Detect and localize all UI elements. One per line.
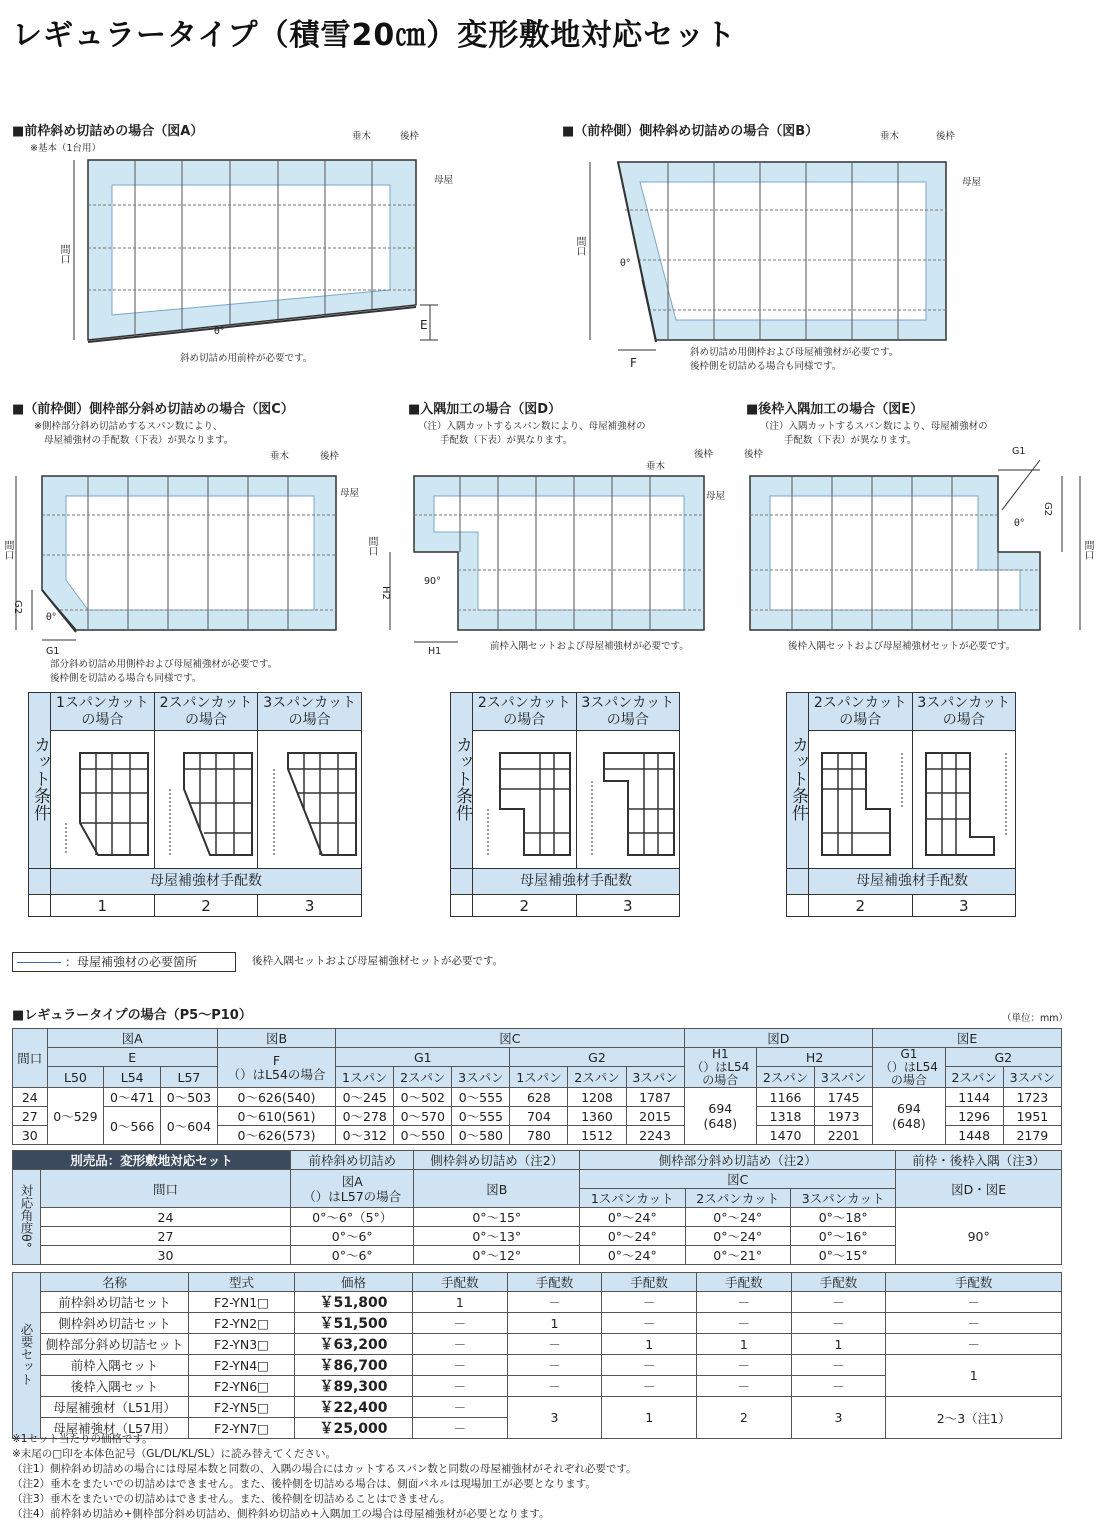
dim-h-maguchi: 間口 [13, 1029, 48, 1088]
angle-r2-a: 0°～6° [291, 1227, 414, 1246]
dim-r3-g1b: 0～550 [394, 1126, 452, 1145]
set-h-name: 名称 [41, 1273, 189, 1292]
dim-h-h1: H1 （）はL54 の場合 [684, 1048, 756, 1088]
set-r5-q1: － [413, 1376, 508, 1397]
dim-h-eg2: G2 [945, 1048, 1061, 1067]
dim-r3-g1c: 0～580 [452, 1126, 510, 1145]
fig-b-taruki: 垂木 [880, 131, 900, 142]
angle-r1-c3: 0°～18° [790, 1208, 895, 1227]
set-r2-q3: － [602, 1313, 697, 1334]
fig-b-moya: 母屋 [962, 177, 982, 188]
legend-label: ：母屋補強材の必要箇所 [65, 955, 198, 969]
page-title: レギュラータイプ（積雪20㎝）変形敷地対応セット [12, 18, 737, 53]
angle-r2-m: 27 [41, 1227, 291, 1246]
set-r4-model: F2-YN4□ [189, 1355, 295, 1376]
dim-h-figd: 図D [684, 1029, 873, 1048]
fig-e-atowaku: 後枠 [744, 449, 764, 460]
dim-r3-eg2b: 2179 [1003, 1126, 1061, 1145]
cut-side-c-label: カット条件 [30, 735, 50, 821]
dim-col-g1-3: 3スパン [452, 1067, 510, 1088]
angle-h3: 側枠部分斜め切詰め（注2） [580, 1151, 896, 1170]
set-r5-q2: － [507, 1376, 602, 1397]
dim-h-figc: 図C [336, 1029, 684, 1048]
set-h-q5: 手配数 [791, 1273, 886, 1292]
fig-a-diagram [60, 150, 460, 370]
fig-d-moya: 母屋 [706, 491, 726, 502]
fig-c-taruki: 垂木 [270, 451, 290, 462]
fig-d-sub2: 手配数（下表）が異なります。 [440, 435, 573, 446]
fig-b-f: F [630, 356, 637, 370]
set-r2-name: 側枠斜め切詰セット [41, 1313, 189, 1334]
dim-r1-l57: 0～503 [161, 1088, 218, 1107]
cut-c-count-blank [29, 895, 51, 917]
set-r7-name: 母屋補強材（L57用） [41, 1418, 189, 1439]
dim-r2-h2a: 1318 [757, 1107, 815, 1126]
dim-col-g2-1: 1スパン [510, 1067, 568, 1088]
legend-box [12, 952, 236, 972]
fig-e-sub2: 手配数（下表）が異なります。 [784, 435, 917, 446]
dim-r3-g2b: 1512 [568, 1126, 626, 1145]
fig-c-moya: 母屋 [340, 488, 360, 499]
cut-e-count-2: 3 [912, 895, 1016, 917]
set-r3-model: F2-YN3□ [189, 1334, 295, 1355]
set-r1-q3: － [602, 1292, 697, 1313]
dim-r2-g2c: 2015 [626, 1107, 684, 1126]
set-reinf-q6: 2～3（注1） [886, 1397, 1062, 1439]
dim-h-e: E [47, 1048, 217, 1067]
fig-d-heading: ■入隅加工の場合（図D） [408, 402, 562, 417]
fig-a-sub: ※基本（1台用） [30, 143, 102, 154]
set-r1-name: 前枠斜め切詰セット [41, 1292, 189, 1313]
set-r5-q3: － [602, 1376, 697, 1397]
dim-h-g2: G2 [510, 1048, 684, 1067]
angle-side [13, 1170, 41, 1265]
set-r4-q4: － [697, 1355, 792, 1376]
set-reinf-q4: 2 [697, 1397, 792, 1439]
angle-h4: 前枠・後枠入隅（注3） [896, 1151, 1062, 1170]
fig-d-h1: H1 [428, 646, 442, 657]
set-r4-q2: － [507, 1355, 602, 1376]
cut-c-grid-3 [260, 733, 360, 863]
set-r6-price: ￥22,400 [295, 1397, 413, 1418]
dim-r2-m: 27 [13, 1107, 48, 1126]
footnote-1: ※1セット当たりの価格です。 [12, 1433, 153, 1445]
cut-table-c [28, 692, 362, 917]
cut-d-count-1: 2 [473, 895, 577, 917]
set-r4-q1: － [413, 1355, 508, 1376]
cut-c-head-1: 1スパンカット の場合 [51, 693, 155, 731]
dim-h1: 694 (648) [684, 1088, 756, 1145]
set-h-model: 型式 [189, 1273, 295, 1292]
dim-r3-h2b: 2201 [815, 1126, 873, 1145]
set-r1-model: F2-YN1□ [189, 1292, 295, 1313]
fig-c-diagram [10, 470, 350, 660]
cut-d-grid-1 [474, 733, 574, 863]
dim-h-f: F （）はL54の場合 [217, 1048, 335, 1088]
cut-c-grid-1 [52, 733, 152, 863]
cut-side-d-label: カット条件 [452, 735, 472, 821]
cut-d-foot-blank [451, 869, 473, 895]
cut-c-head-2: 2スパンカット の場合 [154, 693, 258, 731]
dim-r1-m: 24 [13, 1088, 48, 1107]
dim-table-unit: （単位：mm） [1002, 1013, 1069, 1024]
set-r1-price: ￥51,800 [295, 1292, 413, 1313]
dim-r1-f: 0～626(540) [217, 1088, 335, 1107]
angle-h2: 側枠斜め切詰め（注2） [414, 1151, 580, 1170]
cut-d-foot: 母屋補強材手配数 [473, 869, 680, 895]
angle-table [12, 1150, 1062, 1265]
fig-a-heading: ■前枠斜め切詰めの場合（図A） [12, 124, 204, 139]
fig-d-diagram [370, 470, 720, 660]
fig-d-taruki: 垂木 [646, 461, 666, 472]
fig-a-maguchi: 間口 [58, 244, 69, 264]
cut-side-c [29, 693, 51, 869]
angle-r1-c2: 0°～24° [685, 1208, 790, 1227]
fig-b-maguchi: 間口 [574, 236, 585, 256]
set-r2-q1: － [413, 1313, 508, 1334]
set-r1-q2: － [507, 1292, 602, 1313]
cut-e-grid-1 [810, 733, 910, 863]
cut-d-head-2: 3スパンカット の場合 [576, 693, 680, 731]
footnote-4: （注2）垂木をまたいでの切詰めはできません。また、後枠側を切詰める場合は、側面パネルは現場加工が必要となります。 [12, 1478, 596, 1490]
fig-e-theta: θ° [1014, 518, 1025, 529]
cut-table-d [450, 692, 680, 917]
cut-c-head-3: 3スパンカット の場合 [258, 693, 362, 731]
fig-e-maguchi: 間口 [1082, 540, 1093, 560]
fig-b-note2: 後枠側を切詰める場合も同様です。 [690, 361, 842, 372]
set-side [13, 1273, 41, 1439]
fig-c-note1: 部分斜め切詰め用側枠および母屋補強材が必要です。 [50, 659, 278, 670]
fig-d-atowaku: 後枠 [694, 449, 714, 460]
cut-e-cell-2 [912, 731, 1016, 869]
legend-line [17, 962, 61, 963]
dim-r2-h2b: 1973 [815, 1107, 873, 1126]
cut-table-e [786, 692, 1016, 917]
cut-side-e-label: カット条件 [788, 735, 808, 821]
set-r2-q5: － [791, 1313, 886, 1334]
angle-maguchi: 間口 [41, 1170, 291, 1208]
fig-a-e: E [420, 318, 428, 332]
dim-r1-h2a: 1166 [757, 1088, 815, 1107]
dim-r3-eg2a: 1448 [945, 1126, 1003, 1145]
set-h-q6: 手配数 [886, 1273, 1062, 1292]
dim-h-figb: 図B [217, 1029, 335, 1048]
set-reinf-q2: 3 [507, 1397, 602, 1439]
set-r2-q2: 1 [507, 1313, 602, 1334]
set-h-price: 価格 [295, 1273, 413, 1292]
fig-b-heading: ■（前枠側）側枠斜め切詰めの場合（図B） [562, 124, 819, 139]
fig-e-note: 後枠入隅セットおよび母屋補強材セットが必要です。 [788, 641, 1016, 652]
dim-h-fige: 図E [873, 1029, 1062, 1048]
cut-c-cell-2 [154, 731, 258, 869]
cut-d-count-2: 3 [576, 895, 680, 917]
dim-r2-l54: 0～566 [104, 1107, 161, 1145]
cut-d-cell-1 [473, 731, 577, 869]
dim-r3-f: 0～626(573) [217, 1126, 335, 1145]
dim-col-h2-2: 2スパン [757, 1067, 815, 1088]
dim-table [12, 1028, 1062, 1145]
dim-r2-g2b: 1360 [568, 1107, 626, 1126]
cut-e-count-blank [787, 895, 809, 917]
dim-r3-m: 30 [13, 1126, 48, 1145]
angle-r1-a: 0°～6°（5°） [291, 1208, 414, 1227]
dim-r2-eg2b: 1951 [1003, 1107, 1061, 1126]
angle-figde: 図D・図E [896, 1170, 1062, 1208]
fig-c-sub2: 母屋補強材の手配数（下表）が異なります。 [44, 435, 234, 446]
fig-c-maguchi: 間口 [2, 540, 13, 560]
dim-eg1: 694 (648) [873, 1088, 945, 1145]
set-r5-name: 後枠入隅セット [41, 1376, 189, 1397]
dim-r1-g1b: 0～502 [394, 1088, 452, 1107]
set-r4-q3: － [602, 1355, 697, 1376]
cut-c-cell-3 [258, 731, 362, 869]
set-r1-q5: － [791, 1292, 886, 1313]
dim-col-l54: L54 [104, 1067, 161, 1088]
fig-a-note: 斜め切詰め用前枠が必要です。 [180, 353, 313, 364]
set-table [12, 1272, 1062, 1439]
set-h-q3: 手配数 [602, 1273, 697, 1292]
set-reinf-q5: 3 [791, 1397, 886, 1439]
dim-r1-h2b: 1745 [815, 1088, 873, 1107]
dim-col-l50: L50 [47, 1067, 104, 1088]
cut-d-head-1: 2スパンカット の場合 [473, 693, 577, 731]
cut-d-grid-2 [578, 733, 678, 863]
fig-c-theta: θ° [46, 612, 57, 623]
angle-r2-b: 0°～13° [414, 1227, 580, 1246]
set-h-q4: 手配数 [697, 1273, 792, 1292]
fig-c-atowaku: 後枠 [320, 451, 340, 462]
dim-h-eg1: G1 （）はL54 の場合 [873, 1048, 945, 1088]
cut-e-grid-2 [914, 733, 1014, 863]
fig-d-note: 前枠入隅セットおよび母屋補強材が必要です。 [490, 641, 689, 652]
cut-c-cell-1 [51, 731, 155, 869]
cut-c-foot-blank [29, 869, 51, 895]
set-r3-q6: － [886, 1334, 1062, 1355]
set-r1-q6: － [886, 1292, 1062, 1313]
fig-a-theta: θ° [214, 326, 225, 337]
angle-r3-c1: 0°～24° [580, 1246, 685, 1265]
dim-r1-g2c: 1787 [626, 1088, 684, 1107]
set-h-q1: 手配数 [413, 1273, 508, 1292]
angle-figb: 図B [414, 1170, 580, 1208]
dim-col-g2-3: 3スパン [626, 1067, 684, 1088]
dim-r1-eg2b: 1723 [1003, 1088, 1061, 1107]
fig-d-maguchi: 間口 [366, 536, 377, 556]
fig-a-atowaku: 後枠 [400, 131, 420, 142]
set-r7-q1: － [413, 1418, 508, 1439]
dim-h-figa: 図A [47, 1029, 217, 1048]
dim-r1-g1a: 0～245 [336, 1088, 394, 1107]
footnote-5: （注3）垂木をまたいでの切詰めはできません。また、後枠側を切詰めることはできません。 [12, 1493, 451, 1505]
dim-r3-g1a: 0～312 [336, 1126, 394, 1145]
fig-b-atowaku: 後枠 [936, 131, 956, 142]
fig-c-note2: 後枠側を切詰める場合も同様です。 [50, 673, 202, 684]
fig-d-deg: 90° [424, 576, 441, 587]
footnote-6: （注4）前枠斜め切詰め+側枠部分斜め切詰め、側枠斜め切詰め+入隅加工の場合は母屋補強材が必要となります。 [12, 1508, 550, 1520]
cut-e-head-2: 3スパンカット の場合 [912, 693, 1016, 731]
angle-r3-a: 0°～6° [291, 1246, 414, 1265]
dim-r2-g1c: 0～555 [452, 1107, 510, 1126]
set-r7-model: F2-YN7□ [189, 1418, 295, 1439]
legend-note: 後枠入隅セットおよび母屋補強材セットが必要です。 [252, 955, 504, 967]
set-r3-price: ￥63,200 [295, 1334, 413, 1355]
cut-c-foot: 母屋補強材手配数 [51, 869, 362, 895]
angle-span-1: 1スパンカット [580, 1189, 685, 1208]
dim-table-heading: ■レギュラータイプの場合（P5～P10） [12, 1008, 252, 1023]
cut-c-count-2: 2 [154, 895, 258, 917]
dim-col-g2-2: 2スパン [568, 1067, 626, 1088]
set-h-q2: 手配数 [507, 1273, 602, 1292]
cut-side-d [451, 693, 473, 869]
set-r7-price: ￥25,000 [295, 1418, 413, 1439]
fig-b-diagram [580, 150, 980, 370]
cut-e-count-1: 2 [809, 895, 913, 917]
dim-r2-g2a: 704 [510, 1107, 568, 1126]
cut-c-grid-2 [156, 733, 256, 863]
set-r6-q1: － [413, 1397, 508, 1418]
angle-r3-m: 30 [41, 1246, 291, 1265]
set-r3-q4: 1 [697, 1334, 792, 1355]
fig-c-heading: ■（前枠側）側枠部分斜め切詰めの場合（図C） [12, 402, 294, 417]
cut-c-count-3: 3 [258, 895, 362, 917]
dim-l50: 0～529 [47, 1088, 104, 1145]
set-r5-q5: － [791, 1376, 886, 1397]
set-r4-price: ￥86,700 [295, 1355, 413, 1376]
angle-figa: 図A （）はL57の場合 [291, 1170, 414, 1208]
dim-r2-l57: 0～604 [161, 1107, 218, 1145]
set-r5-q4: － [697, 1376, 792, 1397]
set-r6-model: F2-YN5□ [189, 1397, 295, 1418]
set-r2-model: F2-YN2□ [189, 1313, 295, 1334]
angle-title: 別売品：変形敷地対応セット [13, 1151, 291, 1170]
set-side-label: 必要セット [19, 1322, 34, 1386]
dim-h-g1: G1 [336, 1048, 510, 1067]
angle-r3-c3: 0°～15° [790, 1246, 895, 1265]
fig-e-g2: G2 [1042, 502, 1053, 517]
fig-d-sub1: （注）入隅カットするスパン数により、母屋補強材の [418, 421, 646, 432]
dim-col-l57: L57 [161, 1067, 218, 1088]
fig-a-moya: 母屋 [434, 175, 454, 186]
dim-r1-l54: 0～471 [104, 1088, 161, 1107]
set-r3-q2: － [507, 1334, 602, 1355]
set-r3-q3: 1 [602, 1334, 697, 1355]
set-r3-name: 側枠部分斜め切詰セット [41, 1334, 189, 1355]
set-r2-q6: － [886, 1313, 1062, 1334]
cut-e-cell-1 [809, 731, 913, 869]
cut-side-e [787, 693, 809, 869]
set-reinf-q3: 1 [602, 1397, 697, 1439]
fig-e-sub1: （注）入隅カットするスパン数により、母屋補強材の [760, 421, 988, 432]
dim-col-g1-2: 2スパン [394, 1067, 452, 1088]
angle-figc: 図C [580, 1170, 896, 1189]
set-r2-price: ￥51,500 [295, 1313, 413, 1334]
set-r1-q4: － [697, 1292, 792, 1313]
fig-b-note1: 斜め切詰め用側枠および母屋補強材が必要です。 [690, 347, 899, 358]
set-inyu-merged: 1 [886, 1355, 1062, 1397]
dim-r2-g1a: 0～278 [336, 1107, 394, 1126]
dim-r1-eg2a: 1144 [945, 1088, 1003, 1107]
angle-r1-b: 0°～15° [414, 1208, 580, 1227]
footnote-3: （注1）側枠斜め切詰めの場合には母屋本数と同数の、入隅の場合にはカットするスパン数と同数の母屋補強材がそれぞれ必要です。 [12, 1463, 637, 1475]
dim-col-h2-3: 3スパン [815, 1067, 873, 1088]
fig-b-theta: θ° [620, 258, 631, 269]
fig-e-diagram [740, 470, 1090, 660]
dim-r2-eg2a: 1296 [945, 1107, 1003, 1126]
fig-e-heading: ■後枠入隅加工の場合（図E） [746, 402, 924, 417]
dim-r2-g1b: 0～570 [394, 1107, 452, 1126]
dim-r1-g2a: 628 [510, 1088, 568, 1107]
angle-r3-b: 0°～12° [414, 1246, 580, 1265]
angle-side-label: 対応角度θ° [19, 1183, 34, 1248]
angle-r1-m: 24 [41, 1208, 291, 1227]
angle-r1-c1: 0°～24° [580, 1208, 685, 1227]
set-r3-q1: － [413, 1334, 508, 1355]
set-r6-name: 母屋補強材（L51用） [41, 1397, 189, 1418]
cut-d-cell-2 [576, 731, 680, 869]
angle-de: 90° [896, 1208, 1062, 1265]
set-r5-model: F2-YN6□ [189, 1376, 295, 1397]
set-r5-price: ￥89,300 [295, 1376, 413, 1397]
angle-r3-c2: 0°～21° [685, 1246, 790, 1265]
dim-col-eg2-2: 2スパン [945, 1067, 1003, 1088]
cut-d-count-blank [451, 895, 473, 917]
fig-c-g1: G1 [46, 646, 60, 657]
fig-c-sub1: ※側枠部分斜め切詰めするスパン数により、 [34, 421, 223, 432]
footnotes [12, 1432, 637, 1522]
cut-e-head-1: 2スパンカット の場合 [809, 693, 913, 731]
fig-e-g1: G1 [1012, 446, 1026, 457]
set-r2-q4: － [697, 1313, 792, 1334]
dim-r1-g2b: 1208 [568, 1088, 626, 1107]
dim-h-h2: H2 [757, 1048, 873, 1067]
dim-r3-h2a: 1470 [757, 1126, 815, 1145]
dim-r3-g2a: 780 [510, 1126, 568, 1145]
angle-span-2: 2スパンカット [685, 1189, 790, 1208]
set-r4-q5: － [791, 1355, 886, 1376]
angle-span-3: 3スパンカット [790, 1189, 895, 1208]
set-r4-name: 前枠入隅セット [41, 1355, 189, 1376]
angle-r2-c3: 0°～16° [790, 1227, 895, 1246]
angle-r2-c2: 0°～24° [685, 1227, 790, 1246]
cut-e-foot: 母屋補強材手配数 [809, 869, 1016, 895]
fig-d-h2: H2 [380, 586, 391, 600]
dim-col-g1-1: 1スパン [336, 1067, 394, 1088]
fig-c-g2: G2 [12, 600, 23, 615]
dim-r2-f: 0～610(561) [217, 1107, 335, 1126]
angle-r2-c1: 0°～24° [580, 1227, 685, 1246]
dim-r3-g2c: 2243 [626, 1126, 684, 1145]
cut-c-count-1: 1 [51, 895, 155, 917]
set-r1-q1: 1 [413, 1292, 508, 1313]
angle-h1: 前枠斜め切詰め [291, 1151, 414, 1170]
fig-a-taruki: 垂木 [352, 131, 372, 142]
set-r3-q5: 1 [791, 1334, 886, 1355]
footnote-2: ※末尾の□印を本体色記号（GL/DL/KL/SL）に読み替えてください。 [12, 1448, 337, 1460]
dim-r1-g1c: 0～555 [452, 1088, 510, 1107]
dim-col-eg2-3: 3スパン [1003, 1067, 1061, 1088]
cut-e-foot-blank [787, 869, 809, 895]
